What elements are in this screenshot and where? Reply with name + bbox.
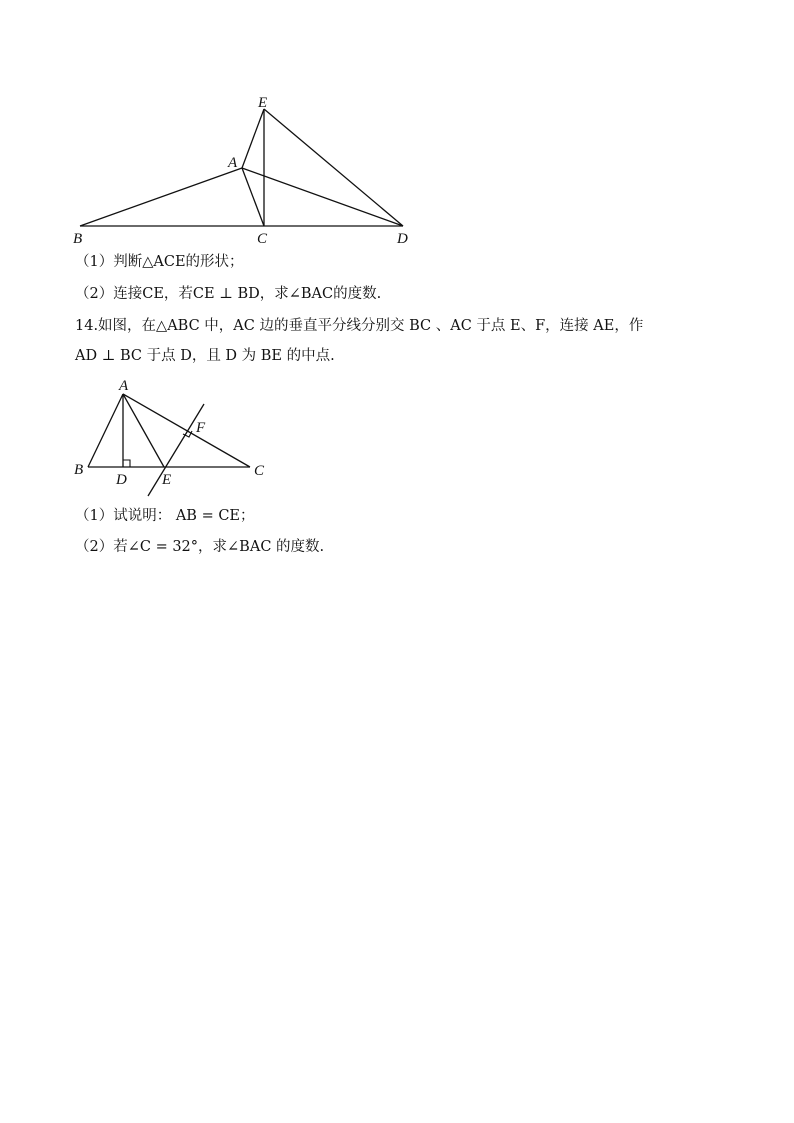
segment-ac [123,394,250,467]
label-e: E [258,95,268,111]
figure-triangle-ace [60,90,430,250]
perpendicular-bisector [148,404,204,496]
label-b: B [74,462,84,478]
label-f: F [196,420,206,436]
segment-ed [264,109,403,226]
segment-ae [242,109,264,168]
figure-triangle-abc [60,372,280,502]
segment-ab [88,394,123,467]
q14-stem-line2: AD ⊥ BC 于点 D，且 D 为 BE 的中点. [75,348,335,364]
segment-ad [242,168,403,226]
label-e: E [162,472,172,488]
segment-ba [80,168,242,226]
label-d: D [116,472,127,488]
right-angle-mark-d [123,460,130,467]
label-c: C [257,231,268,247]
label-b: B [73,231,83,247]
figure2-svg [60,372,280,502]
label-c: C [254,463,265,479]
label-a: A [119,378,129,394]
q13-part2: （2）连接CE，若CE ⊥ BD，求∠BAC的度数. [75,286,382,302]
q14-stem-line1: 14.如图，在△ABC 中，AC 边的垂直平分线分别交 BC 、AC 于点 E、F，连接 AE，作 [75,318,644,334]
q13-part1: （1）判断△ACE的形状； [75,254,244,270]
label-d: D [397,231,408,247]
label-a: A [228,155,238,171]
segment-ac [242,168,264,226]
q14-part1: （1）试说明： AB = CE； [75,508,255,524]
q14-part2: （2）若∠C = 32°，求∠BAC 的度数. [75,539,325,555]
segment-ae [123,394,164,467]
figure1-svg [60,90,430,250]
